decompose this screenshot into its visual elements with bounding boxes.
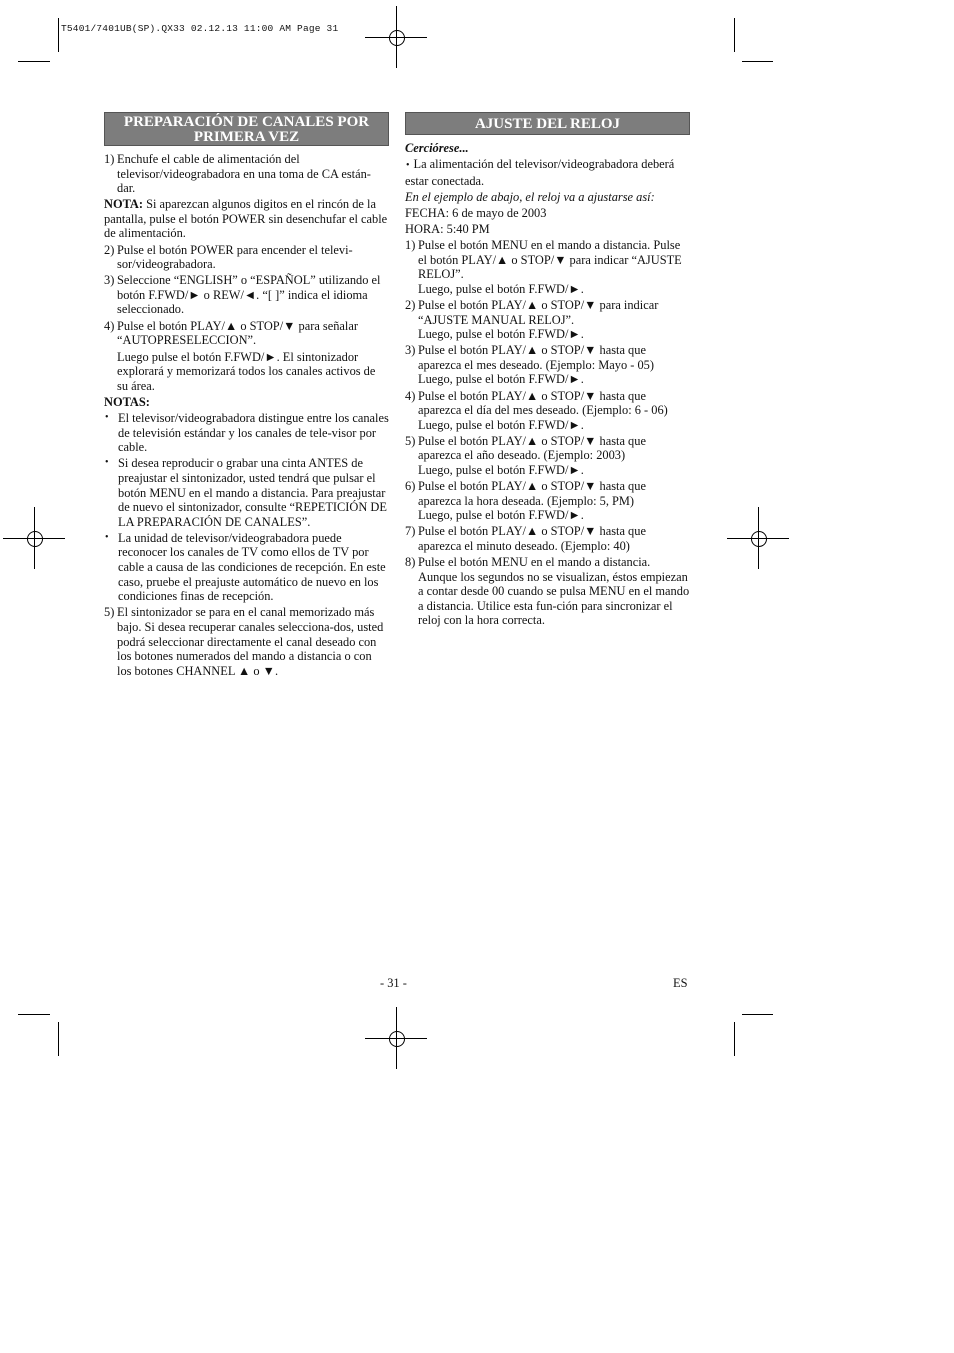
list-item: [104, 456, 389, 529]
registration-mark-icon: [365, 1007, 427, 1069]
step-item: [104, 152, 389, 196]
bullet-icon: •: [105, 531, 109, 543]
step-number: 2): [104, 242, 115, 257]
example-date: FECHA: 6 de mayo de 2003: [405, 205, 547, 220]
step-number: 3): [405, 343, 416, 358]
bullet-icon: •: [105, 457, 109, 469]
step-number: 6): [405, 479, 416, 494]
bullet-text: Si desea reproducir o grabar una cinta ANTES de preajustar el sintonizador, usted tendrá que pulsar el botón MENU en el mando a distancia. Para preajustar de nuevo el sintonizador, consulte “REPETICIÓN DE LA PREPARACIÓN DE CANALES”.: [118, 456, 387, 529]
step-text: Pulse el botón POWER para encender el televi-sor/videograbadora.: [117, 242, 353, 272]
list-item: [104, 531, 389, 604]
clock-setup-section: [405, 112, 690, 630]
step-item: [405, 479, 690, 523]
language-code: ES: [673, 976, 688, 990]
step-continuation: Luego, pulse el botón F.FWD/►.: [418, 372, 584, 387]
bullet-text: La unidad de televisor/videograbadora puede reconocer los canales de TV como ellos de TV por cable a causa de las condiciones de recepción. En este caso, pruebe el preajuste automático de nuevo en los condiciones finas de recepción.: [118, 530, 386, 604]
step-item: [104, 243, 389, 272]
step-text: Pulse el botón PLAY/▲ o STOP/▼ para señalar “AUTOPRESELECCION”.: [117, 318, 359, 348]
step-text: Pulse el botón PLAY/▲ o STOP/▼ hasta que aparezca el año deseado. (Ejemplo: 2003): [418, 433, 646, 463]
step-text: Pulse el botón PLAY/▲ o STOP/▼ para indicar “AJUSTE MANUAL RELOJ”.: [418, 297, 659, 327]
crop-mark: [734, 18, 735, 52]
step-number: 5): [405, 433, 416, 448]
step-continuation: Luego, pulse el botón F.FWD/►.: [418, 508, 584, 523]
step-item: [405, 555, 690, 628]
step-text: Pulse el botón PLAY/▲ o STOP/▼ hasta que aparezca el día del mes deseado. (Ejemplo: 6 - 06): [418, 388, 668, 418]
step-body: [418, 434, 690, 478]
step-continuation: Luego, pulse el botón F.FWD/►.: [418, 327, 584, 342]
step-body: [418, 238, 690, 296]
step-number: 1): [405, 238, 416, 253]
step-item: [104, 273, 389, 317]
page-number: - 31 -: [380, 976, 407, 990]
step-item: [405, 343, 690, 387]
section-header: AJUSTE DEL RELOJ: [405, 112, 690, 135]
step-number: 5): [104, 605, 115, 620]
step-item: [104, 319, 389, 348]
step-text: El sintonizador se para en el canal memorizado más bajo. Si desea recuperar canales selecciona-dos, usted podrá seleccionar directamente el canal deseado con los botones numerados del mando a distancia o con los botones CHANNEL ▲ o ▼.: [117, 605, 384, 678]
step-text: Pulse el botón MENU en el mando a distancia. Aunque los segundos no se visualizan, éstos empiezan a contar desde 00 cuando se pulsa MENU en el mando a distancia. Utilice esta fun-ción para sincronizar el reloj con la hora correcta.: [418, 555, 690, 628]
step-number: 4): [405, 388, 416, 403]
registration-mark-icon: [365, 6, 427, 68]
step-text: Enchufe el cable de alimentación del televisor/videograbadora en una toma de CA están-dar.: [117, 152, 371, 196]
step-body: [418, 479, 690, 523]
step-number: 4): [104, 318, 115, 333]
step-text: Pulse el botón PLAY/▲ o STOP/▼ hasta que aparezca la hora deseada. (Ejemplo: 5, PM): [418, 479, 646, 508]
check-bullet: [405, 157, 690, 188]
check-label: Cerciórese...: [405, 141, 469, 155]
crop-mark: [742, 1014, 773, 1015]
step-item: [405, 238, 690, 296]
note-text: Si aparezcan algunos digitos en el rincón de la pantalla, pulse el botón POWER sin desenchufar el cable de alimentación.: [104, 197, 388, 241]
step-text: Pulse el botón PLAY/▲ o STOP/▼ hasta que aparezca el minuto deseado. (Ejemplo: 40): [418, 524, 646, 553]
registration-mark-icon: [3, 507, 65, 569]
notes-label: NOTAS:: [104, 395, 150, 409]
step-number: 3): [104, 273, 115, 288]
step-text: Pulse el botón MENU en el mando a distancia. Pulse el botón PLAY/▲ o STOP/▼ para indicar “AJUSTE RELOJ”.: [418, 238, 682, 282]
step-continuation: Luego, pulse el botón F.FWD/►.: [418, 281, 584, 296]
registration-mark-icon: [727, 507, 789, 569]
step-body: [418, 389, 690, 433]
bullet-text: La alimentación del televisor/videograbadora deberá estar conectada.: [405, 157, 675, 188]
step-item: [405, 389, 690, 433]
crop-mark: [734, 1022, 735, 1056]
note-paragraph: [104, 197, 389, 241]
bullet-icon: •: [406, 160, 410, 172]
crop-mark: [58, 18, 59, 52]
bullet-icon: •: [105, 412, 109, 424]
channel-setup-section: [104, 112, 389, 680]
step-continuation: Luego pulse el botón F.FWD/►. El sintonizador explorará y memorizará todos los canales activos de su área.: [117, 349, 376, 393]
crop-mark: [18, 61, 50, 62]
step-item: [405, 434, 690, 478]
bullet-text: El televisor/videograbadora distingue entre los canales de televisión estándar y los canales de tele-visor por cable.: [118, 411, 389, 455]
step-item: [104, 605, 389, 678]
section-header: [104, 112, 389, 146]
step-text: Pulse el botón PLAY/▲ o STOP/▼ hasta que aparezca el mes deseado. (Ejemplo: Mayo - 05): [418, 343, 655, 372]
list-item: [104, 411, 389, 455]
step-item: [405, 524, 690, 553]
example-intro: En el ejemplo de abajo, el reloj va a ajustarse así:: [405, 189, 655, 204]
step-continuation: Luego, pulse el botón F.FWD/►.: [418, 417, 584, 432]
clock-steps-list: [405, 238, 690, 628]
example-time: HORA: 5:40 PM: [405, 221, 490, 236]
crop-mark: [58, 1022, 59, 1056]
step-number: 2): [405, 297, 416, 312]
step-number: 1): [104, 152, 115, 166]
step-body: [418, 298, 690, 342]
step-item: [405, 298, 690, 342]
step-number: 8): [405, 555, 416, 570]
note-label: NOTA:: [104, 197, 144, 212]
header-line: PRIMERA VEZ: [193, 129, 300, 145]
step-text: Seleccione “ENGLISH” o “ESPAÑOL” utilizando el botón F.FWD/► o REW/◄. “[ ]” indica el idioma seleccionado.: [117, 273, 381, 317]
step-body: [418, 343, 690, 387]
step-number: 7): [405, 524, 416, 539]
header-line: PREPARACIÓN DE CANALES POR: [123, 114, 370, 130]
print-slug: T5401/7401UB(SP).QX33 02.12.13 11:00 AM Page 31: [61, 23, 339, 34]
crop-mark: [18, 1014, 50, 1015]
step-continuation: Luego, pulse el botón F.FWD/►.: [418, 462, 584, 477]
crop-mark: [742, 61, 773, 62]
